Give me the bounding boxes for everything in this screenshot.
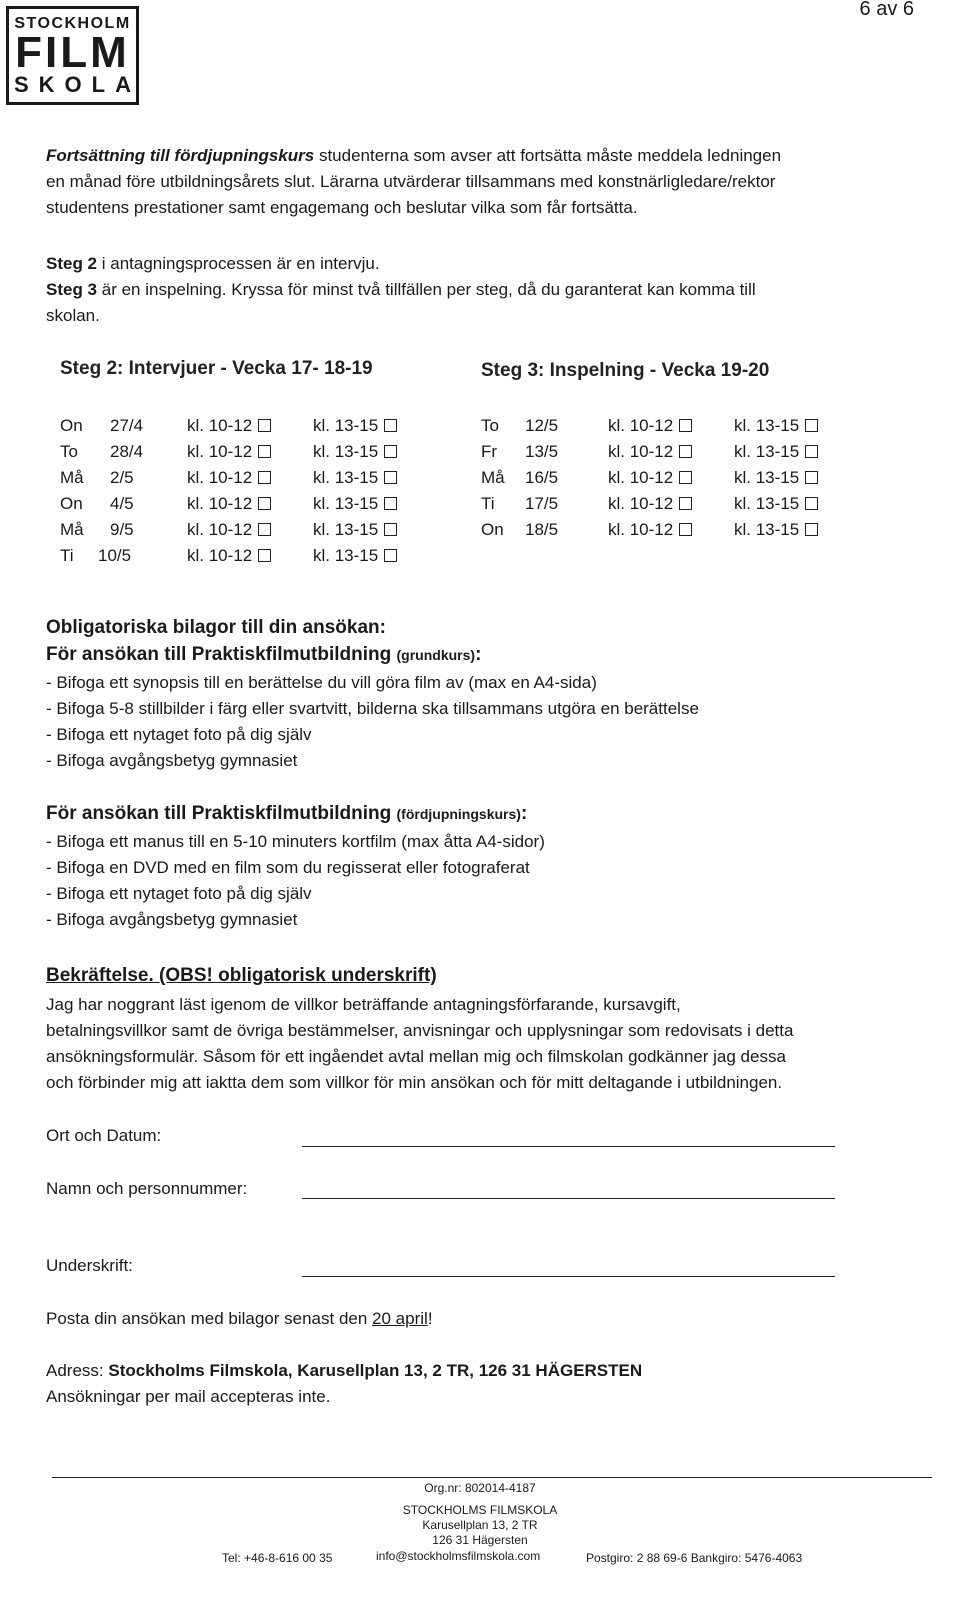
attachments-heading: Obligatoriska bilagor till din ansökan: (46, 617, 386, 638)
schedule-row (481, 413, 861, 439)
schedule-date: 16/5 (525, 468, 559, 487)
checkbox-icon[interactable] (384, 419, 397, 432)
schedule-day: To (60, 442, 78, 461)
list-item: - Bifoga ett nytaget foto på dig själv (46, 884, 312, 903)
checkbox-icon[interactable] (805, 445, 818, 458)
list-item: - Bifoga avgångsbetyg gymnasiet (46, 751, 298, 770)
footer-city: 126 31 Hägersten (432, 1533, 528, 1547)
checkbox-icon[interactable] (679, 523, 692, 536)
slot-label: kl. 10-12 (608, 442, 674, 461)
basic-heading-colon: : (475, 644, 482, 665)
schedule-date: 18/5 (525, 520, 559, 539)
interview-heading: Steg 2: Intervjuer - Vecka 17- 18-19 (60, 358, 373, 379)
steps-paragraph (46, 251, 926, 329)
slot-label: kl. 13-15 (734, 468, 800, 487)
address-prefix: Adress: (46, 1361, 109, 1380)
deadline-prefix: Posta din ansökan med bilagor senast den (46, 1309, 373, 1328)
logo-line-1: STOCKHOLM (14, 14, 131, 32)
schedule-day: To (481, 416, 499, 435)
slot-label: kl. 13-15 (734, 442, 800, 461)
deadline-text (46, 1309, 433, 1329)
steg3-text: är en inspelning. Kryssa för minst två tillfällen per steg, då du garanterat kan komma till (97, 280, 756, 299)
footer-phone: Tel: +46-8-616 00 35 (222, 1551, 333, 1565)
slot-morning[interactable] (608, 491, 692, 517)
signature-field[interactable] (302, 1260, 835, 1277)
schedule-date: 17/5 (525, 494, 559, 513)
slot-morning[interactable] (187, 491, 271, 517)
slot-morning[interactable] (608, 439, 692, 465)
page-number: 6 av 6 (859, 0, 914, 20)
checkbox-icon[interactable] (384, 549, 397, 562)
schedule-row (481, 491, 861, 517)
basic-heading-course: (grundkurs) (396, 647, 476, 663)
slot-label: kl. 13-15 (313, 494, 379, 513)
slot-morning[interactable] (187, 439, 271, 465)
intro-paragraph (46, 143, 926, 221)
schedule-row (60, 439, 440, 465)
name-id-field[interactable] (302, 1182, 835, 1199)
address-value: Stockholms Filmskola, Karusellplan 13, 2 TR, 126 31 HÄGERSTEN (108, 1361, 643, 1380)
list-item: - Bifoga avgångsbetyg gymnasiet (46, 910, 298, 929)
checkbox-icon[interactable] (679, 419, 692, 432)
schedule-date: 9/5 (110, 520, 134, 539)
name-id-label: Namn och personnummer: (46, 1179, 248, 1198)
place-date-label: Ort och Datum: (46, 1126, 162, 1145)
schedule-day: Må (60, 468, 84, 487)
slot-afternoon[interactable] (734, 439, 818, 465)
slot-label: kl. 13-15 (734, 416, 800, 435)
slot-label: kl. 13-15 (313, 520, 379, 539)
slot-afternoon[interactable] (734, 491, 818, 517)
checkbox-icon[interactable] (384, 523, 397, 536)
checkbox-icon[interactable] (679, 471, 692, 484)
list-item: - Bifoga ett manus till en 5-10 minuters kortfilm (max åtta A4-sidor) (46, 832, 545, 851)
footer-company: STOCKHOLMS FILMSKOLA (402, 1503, 558, 1517)
schedule-day: Ti (481, 494, 495, 513)
schedule-day: Fr (481, 442, 498, 461)
slot-label: kl. 13-15 (313, 416, 379, 435)
footer-email[interactable]: info@stockholmsfilmskola.com (376, 1549, 541, 1563)
footer-org-nr: Org.nr: 802014-4187 (424, 1481, 536, 1495)
deadline-date: 20 april (372, 1309, 428, 1328)
advanced-heading-colon: : (520, 803, 528, 824)
confirmation-line: ansökningsformulär. Såsom för ett ingåendet avtal mellan mig och filmskolan godkänner jag dessa (46, 1047, 786, 1066)
slot-afternoon[interactable] (313, 465, 397, 491)
checkbox-icon[interactable] (258, 419, 271, 432)
schedule-day: On (481, 520, 504, 539)
slot-afternoon[interactable] (734, 465, 818, 491)
confirmation-line: och förbinder mig att iaktta dem som villkor för min ansökan och för mitt deltagande i utbildningen. (46, 1073, 783, 1092)
checkbox-icon[interactable] (258, 497, 271, 510)
intro-line-2: en månad före utbildningsårets slut. Lärarna utvärderar tillsammans med konstnärligledare/rektor (46, 172, 776, 191)
advanced-heading-course: (fördjupningskurs) (396, 806, 521, 822)
slot-afternoon[interactable] (313, 491, 397, 517)
checkbox-icon[interactable] (805, 471, 818, 484)
checkbox-icon[interactable] (805, 419, 818, 432)
slot-morning[interactable] (187, 465, 271, 491)
deadline-suffix: ! (427, 1309, 433, 1328)
slot-label: kl. 13-15 (313, 468, 379, 487)
schedule-row (60, 543, 440, 569)
schedule-date: 2/5 (110, 468, 134, 487)
list-item: - Bifoga ett synopsis till en berättelse du vill göra film av (max en A4-sida) (46, 673, 597, 692)
checkbox-icon[interactable] (258, 445, 271, 458)
checkbox-icon[interactable] (384, 471, 397, 484)
schedule-date: 4/5 (110, 494, 134, 513)
intro-lead: Fortsättning till fördjupningskurs (46, 146, 315, 165)
advanced-heading-text: För ansökan till Praktiskfilmutbildning (46, 803, 392, 824)
slot-morning[interactable] (608, 413, 692, 439)
schedule-date: 12/5 (525, 416, 559, 435)
schedule-row (481, 517, 861, 543)
slot-label: kl. 10-12 (608, 468, 674, 487)
checkbox-icon[interactable] (258, 523, 271, 536)
place-date-field[interactable] (302, 1130, 835, 1147)
schedule-row (60, 413, 440, 439)
schedule-day: Må (481, 468, 505, 487)
slot-afternoon[interactable] (313, 543, 397, 569)
schedule-row (60, 491, 440, 517)
slot-afternoon[interactable] (313, 517, 397, 543)
schedule-date: 10/5 (98, 546, 132, 565)
basic-heading-text: För ansökan till Praktiskfilmutbildning (46, 644, 392, 665)
list-item: - Bifoga 5-8 stillbilder i färg eller svartvitt, bilderna ska tillsammans utgöra en berättelse (46, 699, 699, 718)
address-text (46, 1361, 642, 1381)
checkbox-icon[interactable] (384, 497, 397, 510)
slot-label: kl. 10-12 (187, 520, 253, 539)
intro-line-3: studentens prestationer samt engagemang och beslutar vilka som får fortsätta. (46, 198, 638, 217)
slot-label: kl. 10-12 (187, 468, 253, 487)
schedule-row (481, 439, 861, 465)
intro-lead-rest: studenterna som avser att fortsätta måste meddela ledningen (314, 146, 782, 165)
schedule-date: 27/4 (110, 416, 144, 435)
schedule-day: Ti (60, 546, 74, 565)
list-item: - Bifoga ett nytaget foto på dig själv (46, 725, 312, 744)
checkbox-icon[interactable] (805, 497, 818, 510)
slot-afternoon[interactable] (734, 517, 818, 543)
checkbox-icon[interactable] (679, 497, 692, 510)
slot-morning[interactable] (187, 413, 271, 439)
confirmation-line: Jag har noggrant läst igenom de villkor beträffande antagningsförfarande, kursavgift, (46, 995, 681, 1014)
slot-label: kl. 10-12 (187, 416, 253, 435)
footer-street: Karusellplan 13, 2 TR (422, 1518, 538, 1532)
steg3-text-line-2: skolan. (46, 306, 100, 325)
checkbox-icon[interactable] (679, 445, 692, 458)
checkbox-icon[interactable] (258, 549, 271, 562)
confirmation-line: betalningsvillkor samt de övriga bestämmelser, anvisningar och upplysningar som redovisats i detta (46, 1021, 794, 1040)
list-item: - Bifoga en DVD med en film som du regisserat eller fotograferat (46, 858, 530, 877)
schedule-day: Må (60, 520, 84, 539)
recording-heading: Steg 3: Inspelning - Vecka 19-20 (481, 360, 770, 381)
slot-label: kl. 10-12 (608, 416, 674, 435)
slot-label: kl. 13-15 (734, 520, 800, 539)
slot-label: kl. 10-12 (187, 494, 253, 513)
slot-afternoon[interactable] (313, 413, 397, 439)
basic-course-heading (46, 644, 481, 666)
logo-line-3: SKOLA (14, 71, 141, 97)
checkbox-icon[interactable] (805, 523, 818, 536)
checkbox-icon[interactable] (258, 471, 271, 484)
slot-afternoon[interactable] (313, 439, 397, 465)
checkbox-icon[interactable] (384, 445, 397, 458)
slot-morning[interactable] (608, 517, 692, 543)
school-logo (6, 6, 139, 105)
no-email-note: Ansökningar per mail accepteras inte. (46, 1387, 331, 1406)
footer-divider (52, 1477, 932, 1478)
footer-giro: Postgiro: 2 88 69-6 Bankgiro: 5476-4063 (586, 1551, 803, 1565)
schedule-date: 13/5 (525, 442, 559, 461)
slot-label: kl. 10-12 (187, 442, 253, 461)
schedule-date: 28/4 (110, 442, 144, 461)
slot-afternoon[interactable] (734, 413, 818, 439)
steg2-label: Steg 2 (46, 254, 98, 273)
steg2-text: i antagningsprocessen är en intervju. (97, 254, 380, 273)
schedule-day: On (60, 416, 83, 435)
slot-label: kl. 13-15 (313, 546, 379, 565)
signature-label: Underskrift: (46, 1256, 133, 1275)
slot-label: kl. 10-12 (608, 494, 674, 513)
advanced-course-heading (46, 803, 527, 825)
slot-label: kl. 10-12 (187, 546, 253, 565)
slot-label: kl. 10-12 (608, 520, 674, 539)
schedule-row (60, 517, 440, 543)
steg3-label: Steg 3 (46, 280, 98, 299)
slot-label: kl. 13-15 (313, 442, 379, 461)
slot-morning[interactable] (608, 465, 692, 491)
schedule-row (481, 465, 861, 491)
confirmation-heading: Bekräftelse. (OBS! obligatorisk underskrift) (46, 965, 437, 986)
slot-label: kl. 13-15 (734, 494, 800, 513)
slot-morning[interactable] (187, 543, 271, 569)
schedule-day: On (60, 494, 83, 513)
logo-line-2: FILM (15, 27, 130, 77)
schedule-row (60, 465, 440, 491)
slot-morning[interactable] (187, 517, 271, 543)
